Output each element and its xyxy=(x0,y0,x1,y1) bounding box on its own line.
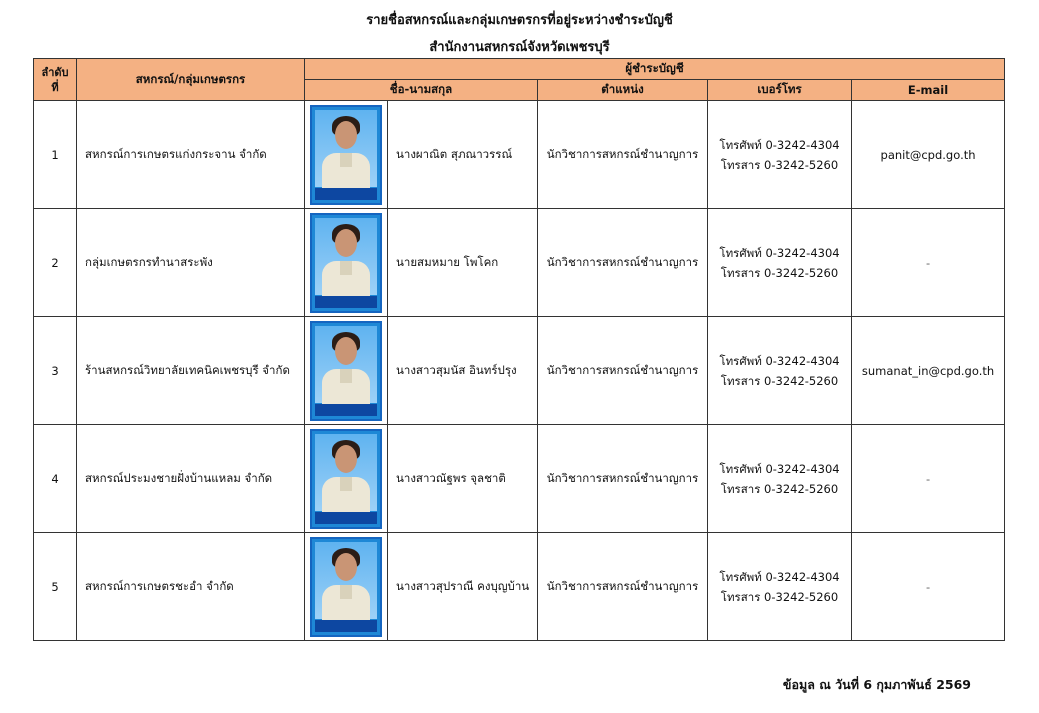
liquidator-phone xyxy=(708,533,852,641)
liquidator-photo-cell xyxy=(305,101,388,209)
phone-number: โทรศัพท์ 0-3242-4304 xyxy=(719,137,840,152)
coop-name: สหกรณ์ประมงชายฝั่งบ้านแหลม จำกัด xyxy=(77,425,305,533)
document-title: รายชื่อสหกรณ์และกลุ่มเกษตรกรที่อยู่ระหว่างชำระบัญชี xyxy=(366,13,673,28)
fax-number: โทรสาร 0-3242-5260 xyxy=(720,481,839,496)
document-subtitle: สำนักงานสหกรณ์จังหวัดเพชรบุรี xyxy=(429,40,610,55)
liquidator-email: - xyxy=(852,209,1005,317)
row-number: 4 xyxy=(34,425,77,533)
liquidator-photo xyxy=(310,321,382,421)
header-order: ลำดับ ที่ xyxy=(34,59,77,101)
header-position: ตำแหน่ง xyxy=(538,80,708,101)
coop-name: สหกรณ์การเกษตรชะอำ จำกัด xyxy=(77,533,305,641)
row-number: 1 xyxy=(34,101,77,209)
liquidator-position: นักวิชาการสหกรณ์ชำนาญการ xyxy=(538,317,708,425)
fax-number: โทรสาร 0-3242-5260 xyxy=(720,589,839,604)
liquidator-photo-cell xyxy=(305,317,388,425)
liquidator-position: นักวิชาการสหกรณ์ชำนาญการ xyxy=(538,209,708,317)
liquidator-table xyxy=(33,58,1005,641)
header-coop: สหกรณ์/กลุ่มเกษตรกร xyxy=(77,59,305,101)
fax-number: โทรสาร 0-3242-5260 xyxy=(720,265,839,280)
liquidator-name: นางผาณิต สุภณาวรรณ์ xyxy=(388,101,538,209)
coop-name: สหกรณ์การเกษตรแก่งกระจาน จำกัด xyxy=(77,101,305,209)
table-row xyxy=(34,533,1005,641)
row-number: 2 xyxy=(34,209,77,317)
liquidator-name: นางสาวสุปราณี คงบุญบ้าน xyxy=(388,533,538,641)
liquidator-photo xyxy=(310,537,382,637)
liquidator-name: นายสมหมาย โพโคก xyxy=(388,209,538,317)
liquidator-name: นางสาวณัฐพร จุลชาติ xyxy=(388,425,538,533)
liquidator-position: นักวิชาการสหกรณ์ชำนาญการ xyxy=(538,425,708,533)
liquidator-email: panit@cpd.go.th xyxy=(852,101,1005,209)
fax-number: โทรสาร 0-3242-5260 xyxy=(720,373,839,388)
liquidator-phone xyxy=(708,425,852,533)
header-phone: เบอร์โทร xyxy=(708,80,852,101)
liquidator-photo xyxy=(310,213,382,313)
liquidator-position: นักวิชาการสหกรณ์ชำนาญการ xyxy=(538,533,708,641)
liquidator-photo xyxy=(310,429,382,529)
liquidator-photo-cell xyxy=(305,209,388,317)
liquidator-photo xyxy=(310,105,382,205)
table-row xyxy=(34,425,1005,533)
liquidator-name: นางสาวสุมนัส อินทร์ปรุง xyxy=(388,317,538,425)
row-number: 5 xyxy=(34,533,77,641)
phone-number: โทรศัพท์ 0-3242-4304 xyxy=(719,245,840,260)
fax-number: โทรสาร 0-3242-5260 xyxy=(720,157,839,172)
liquidator-email: - xyxy=(852,533,1005,641)
liquidator-position: นักวิชาการสหกรณ์ชำนาญการ xyxy=(538,101,708,209)
phone-number: โทรศัพท์ 0-3242-4304 xyxy=(719,461,840,476)
row-number: 3 xyxy=(34,317,77,425)
table-row xyxy=(34,209,1005,317)
header-email: E-mail xyxy=(852,80,1005,101)
coop-name: ร้านสหกรณ์วิทยาลัยเทคนิคเพชรบุรี จำกัด xyxy=(77,317,305,425)
liquidator-phone xyxy=(708,209,852,317)
data-date-note: ข้อมูล ณ วันที่ 6 กุมภาพันธ์ 2569 xyxy=(782,677,971,692)
liquidator-photo-cell xyxy=(305,425,388,533)
table-row xyxy=(34,317,1005,425)
phone-number: โทรศัพท์ 0-3242-4304 xyxy=(719,569,840,584)
liquidator-phone xyxy=(708,101,852,209)
liquidator-photo-cell xyxy=(305,533,388,641)
liquidator-phone xyxy=(708,317,852,425)
phone-number: โทรศัพท์ 0-3242-4304 xyxy=(719,353,840,368)
header-name: ชื่อ-นามสกุล xyxy=(305,80,538,101)
table-row xyxy=(34,101,1005,209)
liquidator-email: sumanat_in@cpd.go.th xyxy=(852,317,1005,425)
header-liquidator: ผู้ชำระบัญชี xyxy=(305,59,1005,80)
liquidator-email: - xyxy=(852,425,1005,533)
coop-name: กลุ่มเกษตรกรทำนาสระพัง xyxy=(77,209,305,317)
